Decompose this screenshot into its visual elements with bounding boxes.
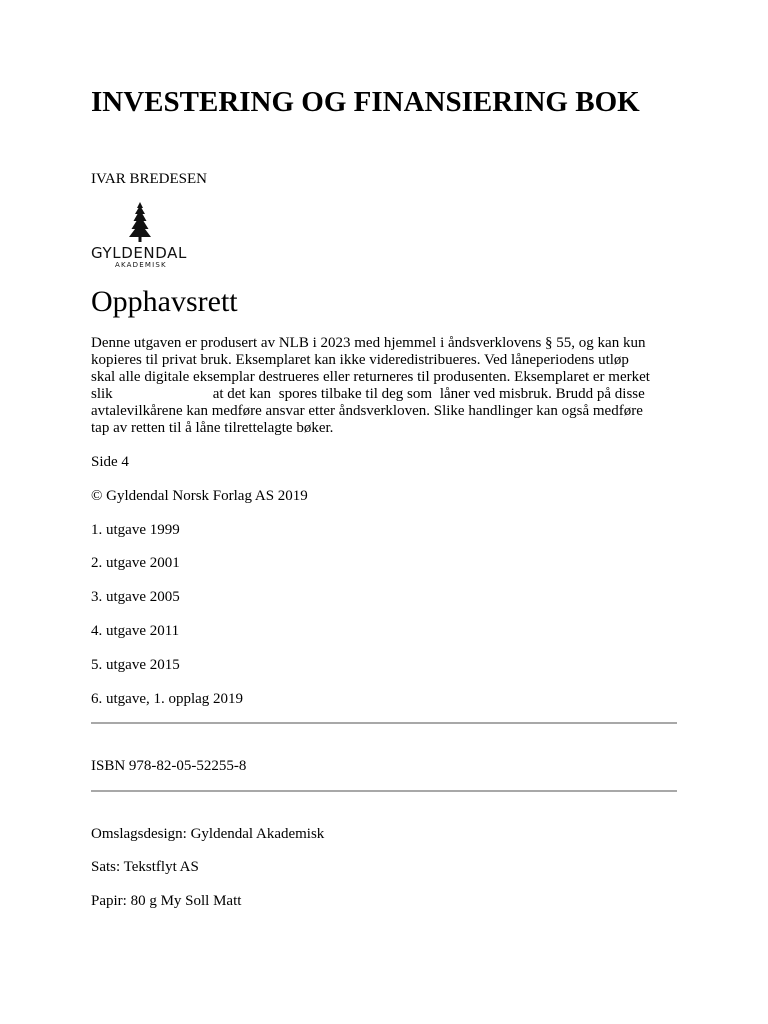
credit-line: Sats: Tekstflyt AS <box>91 859 199 875</box>
edition-line: 4. utgave 2011 <box>91 623 180 639</box>
paragraph-line: avtalevilkårene kan medføre ansvar etter åndsverkloven. Slike handlinger kan også medføre <box>91 403 643 419</box>
isbn: ISBN 978-82-05-52255-8 <box>91 758 247 774</box>
edition-line: 1. utgave 1999 <box>91 522 180 538</box>
copyright-heading: Opphavsrett <box>91 285 238 318</box>
paragraph-fragment: at det kan <box>212 386 271 402</box>
paragraph-fragment: låner ved misbruk. Brudd på disse <box>439 386 645 402</box>
edition-line: 3. utgave 2005 <box>91 589 180 605</box>
copyright-notice: © Gyldendal Norsk Forlag AS 2019 <box>91 488 308 504</box>
spruce-tree-icon <box>129 202 151 242</box>
edition-line: 6. utgave, 1. opplag 2019 <box>91 691 244 707</box>
divider <box>91 722 677 724</box>
paragraph-fragment: slik <box>91 386 113 402</box>
publisher-logo <box>91 202 201 272</box>
publisher-logo-name: GYLDENDAL <box>91 244 187 262</box>
paragraph-line: tap av retten til å låne tilrettelagte bøker. <box>91 420 334 436</box>
publisher-logo-subtitle: AKADEMISK <box>115 261 167 269</box>
paragraph-line: kopieres til privat bruk. Eksemplaret kan ikke videredistribueres. Ved låneperiodens utløp <box>91 352 629 368</box>
credit-line: Omslagsdesign: Gyldendal Akademisk <box>91 826 325 842</box>
book-title: INVESTERING OG FINANSIERING BOK <box>91 86 640 118</box>
edition-line: 2. utgave 2001 <box>91 555 180 571</box>
copyright-paragraph <box>91 335 677 437</box>
credit-line: Papir: 80 g My Soll Matt <box>91 893 242 909</box>
paragraph-line: Denne utgaven er produsert av NLB i 2023 med hjemmel i åndsverklovens § 55, og kan kun <box>91 335 646 351</box>
edition-line: 5. utgave 2015 <box>91 657 180 673</box>
divider <box>91 790 677 792</box>
paragraph-line <box>91 386 677 403</box>
paragraph-fragment: spores tilbake til deg som <box>278 386 433 402</box>
page-reference: Side 4 <box>91 454 129 470</box>
paragraph-line: skal alle digitale eksemplar destrueres eller returneres til produsenten. Eksemplaret er merket <box>91 369 650 385</box>
author-name: IVAR BREDESEN <box>91 171 207 187</box>
